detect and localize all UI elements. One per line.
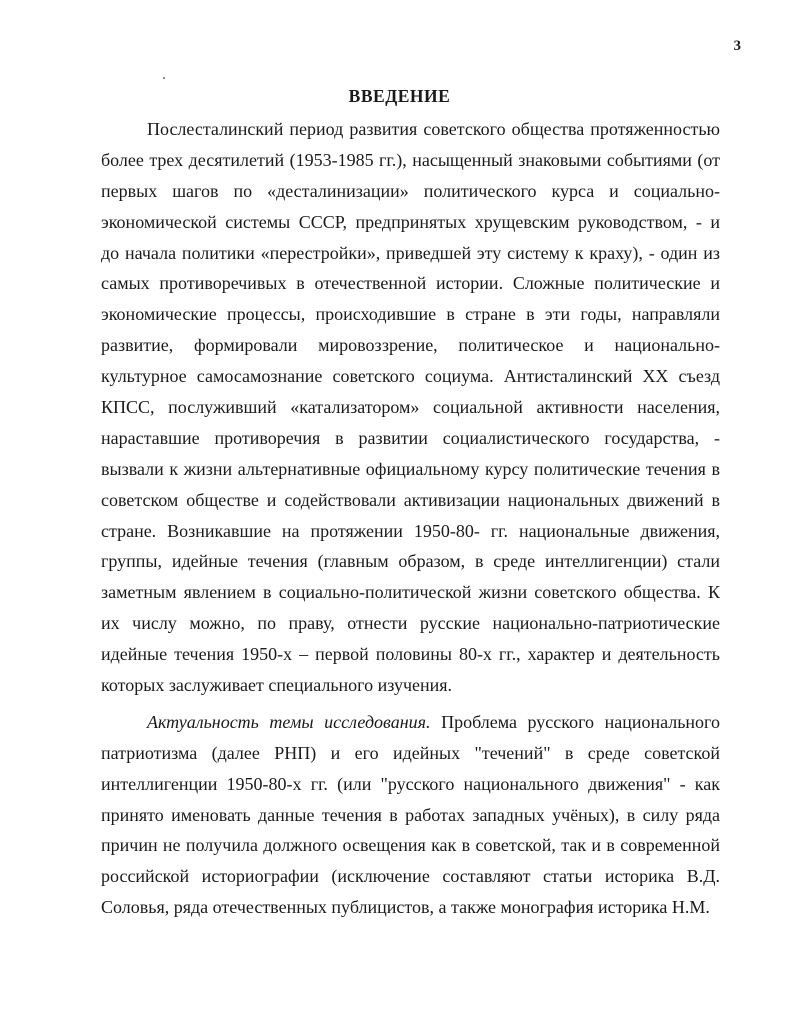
document-body <box>101 114 720 923</box>
text-line: принято именовать данные течения в работах западных учёных), в силу ряда <box>101 804 720 825</box>
text-line: советском обществе и содействовали активизации национальных движений в <box>101 489 720 510</box>
text-line: самых противоречивых в отечественной истории. Сложные политические и <box>101 273 720 294</box>
text-line: заметным явлением в социально-политической жизни советского общества. К <box>101 582 720 603</box>
text-line: идейные течения 1950-х – первой половины 80-х гг., характер и деятельность <box>101 644 720 665</box>
text-line: российской историографии (исключение составляют статьи историка В.Д. <box>101 866 720 887</box>
text-line: развитие, формировали мировоззрение, политическое и национально- <box>101 335 720 356</box>
page-title: ВВЕДЕНИЕ <box>348 86 451 106</box>
paragraph-1 <box>101 114 720 701</box>
text-line: более трех десятилетий (1953-1985 гг.), насыщенный знаковыми событиями (от <box>101 149 720 170</box>
text-fragment: Проблема русского национального <box>430 711 720 732</box>
text-line: интеллигенции 1950-80-х гг. (или "русского национального движения" - как <box>101 773 720 794</box>
text-line: первых шагов по «десталинизации» политического курса и социально- <box>101 180 720 201</box>
text-line: Соловья, ряда отечественных публицистов, а также монография историка Н.М. <box>101 897 710 918</box>
text-line: группы, идейные течения (главным образом, в среде интеллигенции) стали <box>101 551 720 572</box>
paragraph-2 <box>101 707 720 923</box>
text-line: до начала политики «перестройки», приведшей эту систему к краху), - один из <box>101 242 720 263</box>
page-number: 3 <box>733 38 741 54</box>
text-line: экономической системы СССР, предпринятых хрущевским руководством, - и <box>101 211 720 232</box>
text-line: экономические процессы, происходившие в стране в эти годы, направляли <box>101 304 720 325</box>
text-line: Послесталинский период развития советского общества протяженностью <box>147 119 720 139</box>
text-line <box>101 707 720 738</box>
text-line: стране. Возникавшие на протяжении 1950-80- гг. национальные движения, <box>101 520 720 541</box>
text-line: которых заслуживает специального изучения. <box>101 675 453 696</box>
text-line: их числу можно, по праву, отнести русские национально-патриотические <box>101 613 720 634</box>
text-line: причин не получила должного освещения как в советской, так и в современной <box>101 835 720 856</box>
section-lead-italic: Актуальность темы исследования. <box>147 711 431 732</box>
scan-speck <box>163 77 165 79</box>
text-line: вызвали к жизни альтернативные официальному курсу политические течения в <box>101 458 720 479</box>
text-line: нараставшие противоречия в развитии социалистического государства, - <box>101 427 720 448</box>
text-line: патриотизма (далее РНП) и его идейных "течений" в среде советской <box>101 742 720 763</box>
text-line: культурное самосамознание советского социума. Антисталинский XX съезд <box>101 366 720 387</box>
text-line: КПСС, послуживший «катализатором» социальной активности населения, <box>101 397 720 418</box>
